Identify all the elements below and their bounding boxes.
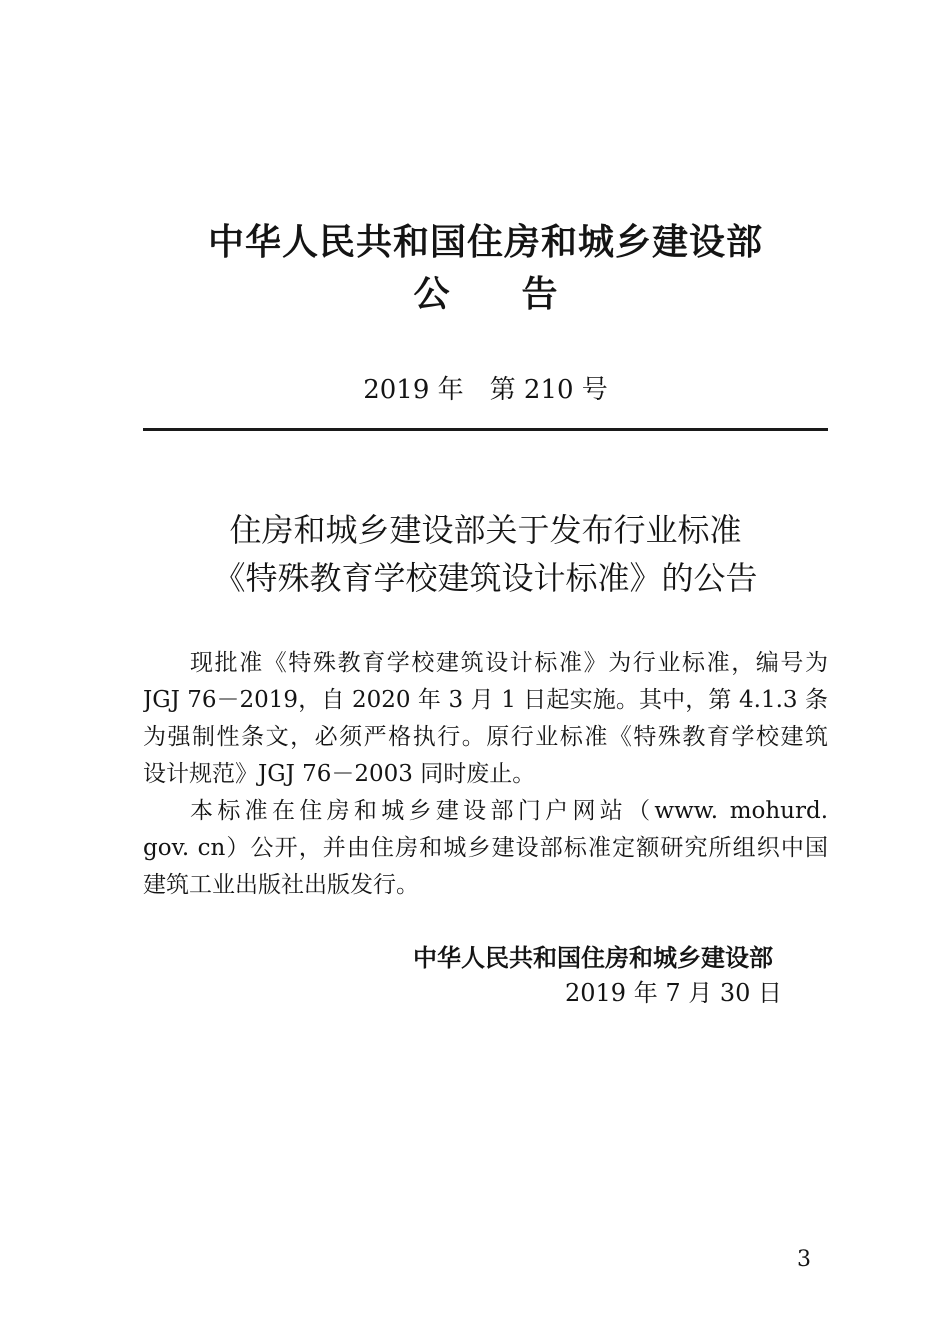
issuing-authority-title: 中华人民共和国住房和城乡建设部 (207, 222, 763, 263)
page-number: 3 (797, 1247, 811, 1272)
body-line: gov. cn）公开，并由住房和城乡建设部标准定额研究所组织中国 (143, 835, 828, 861)
notice-heading-line: 《特殊教育学校建筑设计标准》的公告 (213, 559, 758, 597)
body-line: 现批准《特殊教育学校建筑设计标准》为行业标准，编号为 (190, 650, 828, 676)
notice-heading-line: 住房和城乡建设部关于发布行业标准 (229, 511, 742, 549)
notice-body (143, 645, 828, 904)
signature-issuer: 中华人民共和国住房和城乡建设部 (413, 944, 773, 972)
body-line: 本标准在住房和城乡建设部门户网站（www. mohurd. (190, 798, 828, 824)
body-line: 设计规范》JGJ 76－2003 同时废止。 (143, 761, 536, 787)
notice-number: 2019 年 第 210 号 (363, 375, 608, 405)
body-line: JGJ 76－2019，自 2020 年 3 月 1 日起实施。其中，第 4.1.3 条 (143, 687, 828, 713)
body-line: 为强制性条文，必须严格执行。原行业标准《特殊教育学校建筑 (143, 724, 828, 750)
notice-label: 公 告 (413, 274, 558, 315)
body-line: 建筑工业出版社出版发行。 (143, 872, 419, 898)
signature-date: 2019 年 7 月 30 日 (565, 979, 783, 1007)
notice-heading (143, 506, 828, 602)
header-divider (143, 428, 828, 431)
